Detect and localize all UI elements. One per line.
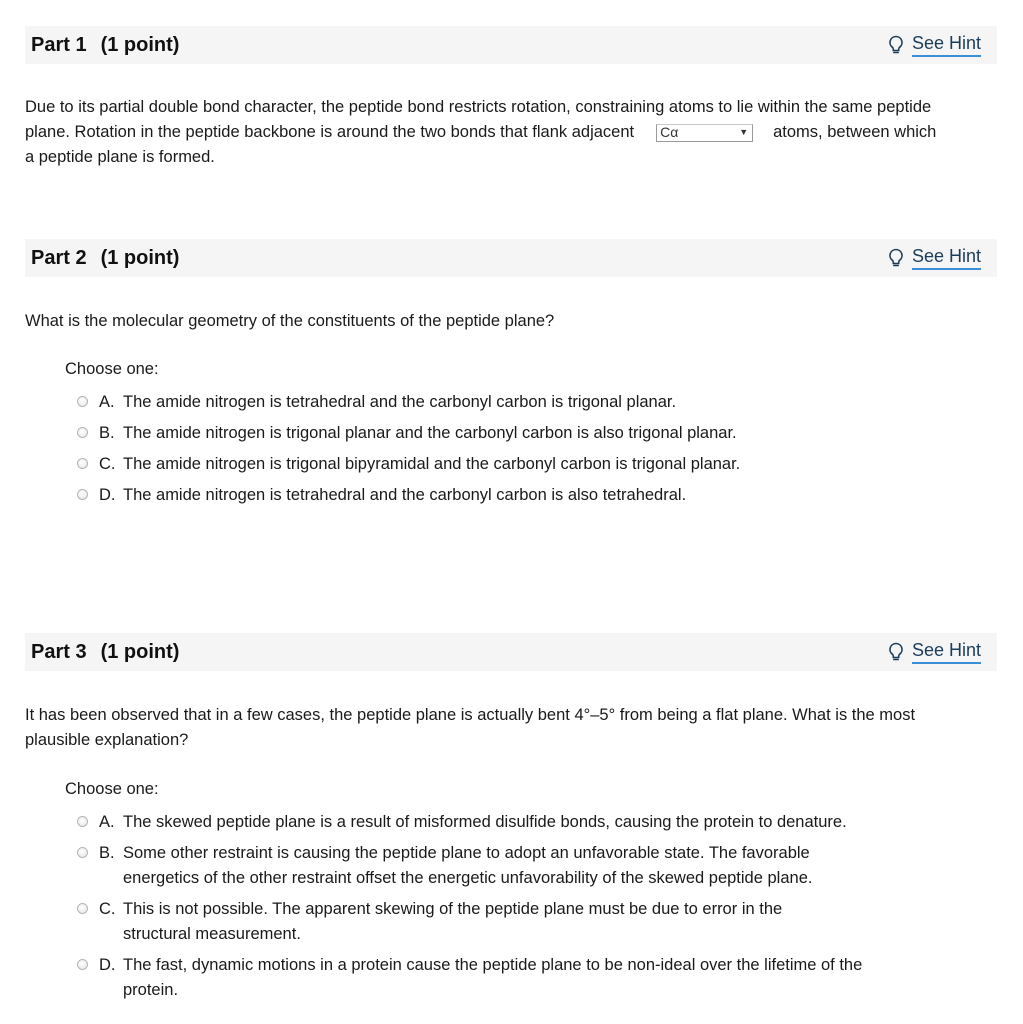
part-3-question: It has been observed that in a few cases, the peptide plane is actually bent 4°–5° from being a flat plane. What is the most plausible explanation? bbox=[25, 706, 916, 749]
lightbulb-icon bbox=[888, 642, 904, 662]
part-3-option-d[interactable] bbox=[77, 953, 897, 1003]
option-text: The amide nitrogen is trigonal planar and the carbonyl carbon is also trigonal planar. bbox=[123, 424, 737, 442]
part-1-header bbox=[25, 26, 997, 64]
dropdown-arrow-icon: ▼ bbox=[739, 127, 749, 138]
part-1-see-hint-label: See Hint bbox=[912, 33, 981, 57]
part-3-see-hint-button[interactable] bbox=[888, 640, 981, 664]
option-text: The skewed peptide plane is a result of misformed disulfide bonds, causing the protein to denature. bbox=[123, 813, 847, 831]
part-1-question bbox=[25, 95, 945, 170]
part-2-see-hint-button[interactable] bbox=[888, 246, 981, 270]
radio-button[interactable] bbox=[77, 427, 88, 438]
radio-button[interactable] bbox=[77, 489, 88, 500]
option-text: The amide nitrogen is tetrahedral and the carbonyl carbon is trigonal planar. bbox=[123, 393, 677, 411]
option-text: This is not possible. The apparent skewing of the peptide plane must be due to error in the structural measurement. bbox=[123, 900, 783, 943]
option-letter: B. bbox=[99, 424, 115, 442]
part-3-option-b[interactable] bbox=[77, 841, 897, 891]
part-3-option-a[interactable] bbox=[77, 810, 897, 835]
part-1-label: Part 1 bbox=[31, 33, 87, 56]
option-letter: C. bbox=[99, 455, 116, 473]
option-letter: C. bbox=[99, 900, 116, 918]
part-2-title bbox=[31, 247, 179, 270]
option-letter: A. bbox=[99, 393, 115, 411]
part-2-option-c[interactable] bbox=[77, 452, 897, 477]
option-letter: B. bbox=[99, 844, 115, 862]
part-2-points: (1 point) bbox=[100, 246, 180, 269]
part-2-option-d[interactable] bbox=[77, 483, 897, 508]
part-2-see-hint-label: See Hint bbox=[912, 246, 981, 270]
part-2-option-a[interactable] bbox=[77, 390, 897, 415]
part-1-points: (1 point) bbox=[100, 33, 180, 56]
radio-button[interactable] bbox=[77, 396, 88, 407]
radio-button[interactable] bbox=[77, 458, 88, 469]
radio-button[interactable] bbox=[77, 847, 88, 858]
option-letter: A. bbox=[99, 813, 115, 831]
part-2-header bbox=[25, 239, 997, 277]
option-letter: D. bbox=[99, 956, 116, 974]
lightbulb-icon bbox=[888, 248, 904, 268]
part-3-label: Part 3 bbox=[31, 640, 87, 663]
option-letter: D. bbox=[99, 486, 116, 504]
part-1-question-text-end: atoms, between which a peptide plane is formed. bbox=[25, 123, 937, 166]
option-text: The amide nitrogen is tetrahedral and the carbonyl carbon is also tetrahedral. bbox=[123, 486, 687, 504]
part-3-points: (1 point) bbox=[100, 640, 180, 663]
part-3-see-hint-label: See Hint bbox=[912, 640, 981, 664]
radio-button[interactable] bbox=[77, 816, 88, 827]
option-text: Some other restraint is causing the peptide plane to adopt an unfavorable state. The favorable energetics of the other restraint offset the energetic unfavorability of the skewed peptide plane. bbox=[123, 844, 813, 887]
part-3-header bbox=[25, 633, 997, 671]
part-1-answer-dropdown[interactable] bbox=[656, 124, 753, 142]
part-1-question-text: Due to its partial double bond character, the peptide bond restricts rotation, constraining atoms to lie within the same peptide plane. Rotation in the peptide backbone is around the two bonds that flank adjacent bbox=[25, 98, 932, 141]
part-3-option-c[interactable] bbox=[77, 897, 897, 947]
part-2-label: Part 2 bbox=[31, 246, 87, 269]
part-3-choose-label: Choose one: bbox=[65, 780, 159, 798]
option-text: The fast, dynamic motions in a protein cause the peptide plane to be non-ideal over the lifetime of the protein. bbox=[123, 956, 863, 999]
lightbulb-icon bbox=[888, 35, 904, 55]
part-3-title bbox=[31, 641, 179, 664]
part-2-option-b[interactable] bbox=[77, 421, 897, 446]
option-text: The amide nitrogen is trigonal bipyramidal and the carbonyl carbon is trigonal planar. bbox=[123, 455, 741, 473]
radio-button[interactable] bbox=[77, 903, 88, 914]
part-2-question: What is the molecular geometry of the constituents of the peptide plane? bbox=[25, 312, 555, 330]
radio-button[interactable] bbox=[77, 959, 88, 970]
part-1-title bbox=[31, 34, 179, 57]
dropdown-selected-value: Cα bbox=[660, 124, 679, 141]
part-1-see-hint-button[interactable] bbox=[888, 33, 981, 57]
part-2-choose-label: Choose one: bbox=[65, 360, 159, 378]
